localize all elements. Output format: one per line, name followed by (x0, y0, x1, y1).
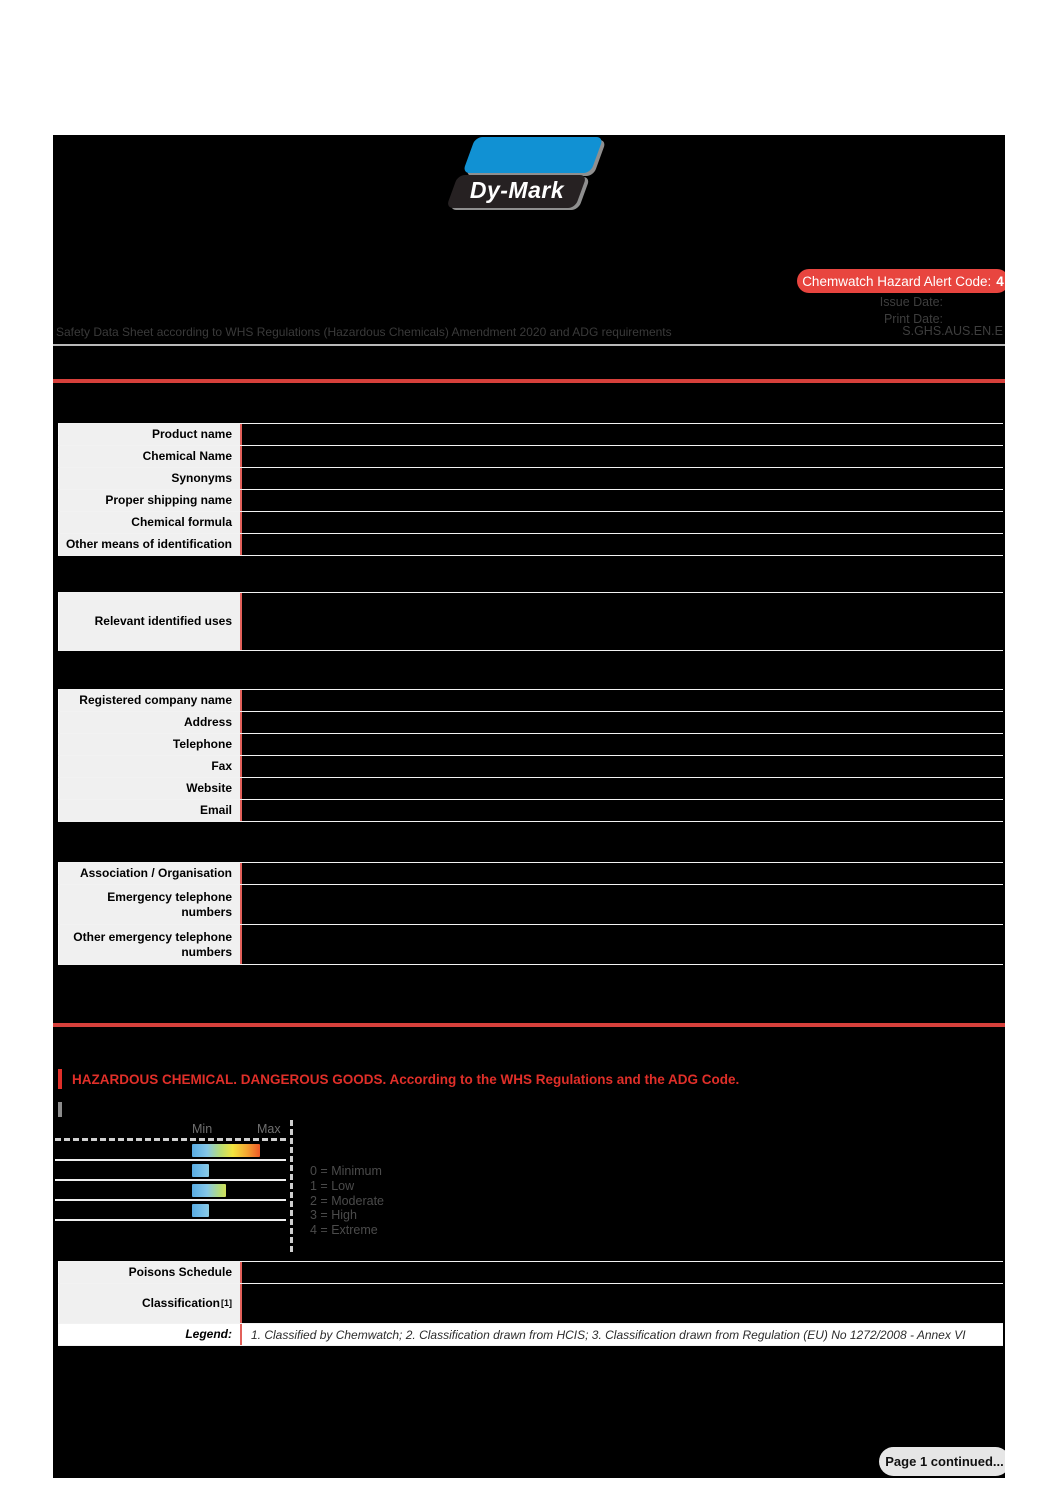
section-1-divider (53, 379, 1005, 383)
table-row (58, 490, 1003, 512)
identified-uses-table (58, 592, 1003, 651)
table-row (58, 1284, 1003, 1324)
row-label: Relevant identified uses (58, 593, 240, 650)
row-label: Synonyms (58, 468, 240, 489)
hazard-alert-label: Chemwatch Hazard Alert Code: (802, 273, 992, 289)
hazard-statement (58, 1069, 739, 1089)
row-value (242, 800, 1003, 821)
table-row (58, 1324, 1003, 1346)
row-value (242, 424, 1003, 445)
rating-row (55, 1161, 286, 1181)
sds-page (53, 135, 1005, 1478)
supplier-details-table (58, 689, 1003, 822)
row-value (242, 863, 1003, 884)
row-value (242, 925, 1003, 964)
row-value (242, 534, 1003, 555)
row-label: Other means of identification (58, 534, 240, 555)
row-value (242, 1262, 1003, 1283)
row-value (242, 468, 1003, 489)
brand-name: Dy-Mark (469, 177, 565, 203)
row-label: Other emergency telephone numbers (58, 925, 240, 964)
row-label: Chemical formula (58, 512, 240, 533)
row-label: Chemical Name (58, 446, 240, 467)
row-label: Telephone (58, 734, 240, 755)
classification-footnote-ref: [1] (221, 1298, 232, 1308)
scale-legend-item: 1 = Low (310, 1178, 355, 1193)
hazard-rating-bar (192, 1144, 260, 1157)
row-label: Poisons Schedule (58, 1262, 240, 1283)
hazard-rating-bar (192, 1184, 226, 1197)
legend-text: 1. Classified by Chemwatch; 2. Classification drawn from HCIS; 3. Classification drawn from Regulation (EU) No 1272/2008 - Annex VI (251, 1327, 966, 1342)
classification-table (58, 1261, 1003, 1346)
row-label: Product name (58, 424, 240, 445)
scale-legend-item: 0 = Minimum (310, 1164, 382, 1178)
scale-legend-item: 4 = Extreme (310, 1223, 378, 1238)
row-label: Email (58, 800, 240, 821)
table-row (58, 446, 1003, 468)
hazard-ratings-chart (55, 1138, 286, 1221)
row-value (242, 446, 1003, 467)
hazard-alert-badge (797, 269, 1005, 293)
row-value (242, 512, 1003, 533)
scale-legend-item: 2 = Moderate (310, 1193, 385, 1208)
ratings-scale-legend (310, 1164, 384, 1238)
doc-code: S.GHS.AUS.EN.E (902, 324, 1003, 338)
row-value (242, 712, 1003, 733)
table-row (58, 690, 1003, 712)
row-value (242, 885, 1003, 924)
row-label: Proper shipping name (58, 490, 240, 511)
sds-subtitle: Safety Data Sheet according to WHS Regulations (Hazardous Chemicals) Amendment 2020 and ADG requirements (56, 325, 672, 339)
hazard-rating-bar (192, 1164, 209, 1177)
table-row (58, 756, 1003, 778)
table-row (58, 734, 1003, 756)
row-value (242, 490, 1003, 511)
legend-label: Legend: (58, 1324, 240, 1345)
table-row (58, 800, 1003, 822)
print-date-label: Print Date: (883, 312, 943, 326)
table-row (58, 925, 1003, 965)
hazard-statement-text: HAZARDOUS CHEMICAL. DANGEROUS GOODS. According to the WHS Regulations and the ADG Code. (72, 1071, 740, 1087)
table-row (58, 778, 1003, 800)
table-row (58, 863, 1003, 885)
rating-row (55, 1201, 286, 1221)
row-label (58, 1284, 240, 1323)
ratings-min-label: Min (192, 1122, 213, 1136)
ratings-legend-separator (290, 1120, 293, 1252)
row-label: Fax (58, 756, 240, 777)
hazard-rating-bar (192, 1204, 209, 1217)
table-row (58, 534, 1003, 556)
row-value (242, 593, 1003, 650)
page-continued-badge: Page 1 continued... (879, 1447, 1005, 1476)
scale-legend-item: 3 = High (310, 1208, 357, 1223)
table-row (58, 885, 1003, 925)
row-label: Registered company name (58, 690, 240, 711)
row-value (242, 690, 1003, 711)
rating-row (55, 1141, 286, 1161)
table-row (58, 512, 1003, 534)
header-divider (53, 344, 1005, 346)
emergency-contacts-table (58, 862, 1003, 965)
row-value (242, 1284, 1003, 1323)
statement-accent-bar (58, 1069, 62, 1089)
row-value (242, 756, 1003, 777)
date-labels (880, 294, 943, 328)
rating-row (55, 1181, 286, 1201)
row-label: Website (58, 778, 240, 799)
table-row (58, 1262, 1003, 1284)
section-2-divider (53, 1023, 1005, 1027)
hazard-alert-code: 4 (996, 273, 1004, 289)
brand-logo (449, 135, 619, 213)
table-row (58, 424, 1003, 446)
table-row (58, 468, 1003, 490)
row-label: Association / Organisation (58, 863, 240, 884)
row-label: Emergency telephone numbers (58, 885, 240, 924)
ratings-section-accent-bar (58, 1102, 62, 1117)
issue-date-label: Issue Date: (879, 295, 943, 309)
logo-blue-shape-icon (462, 137, 603, 173)
product-identifier-table (58, 423, 1003, 556)
table-row (58, 712, 1003, 734)
row-label: Address (58, 712, 240, 733)
classification-label: Classification (141, 1296, 220, 1310)
table-row (58, 593, 1003, 651)
row-value (242, 734, 1003, 755)
row-value (242, 778, 1003, 799)
ratings-max-label: Max (257, 1122, 281, 1136)
